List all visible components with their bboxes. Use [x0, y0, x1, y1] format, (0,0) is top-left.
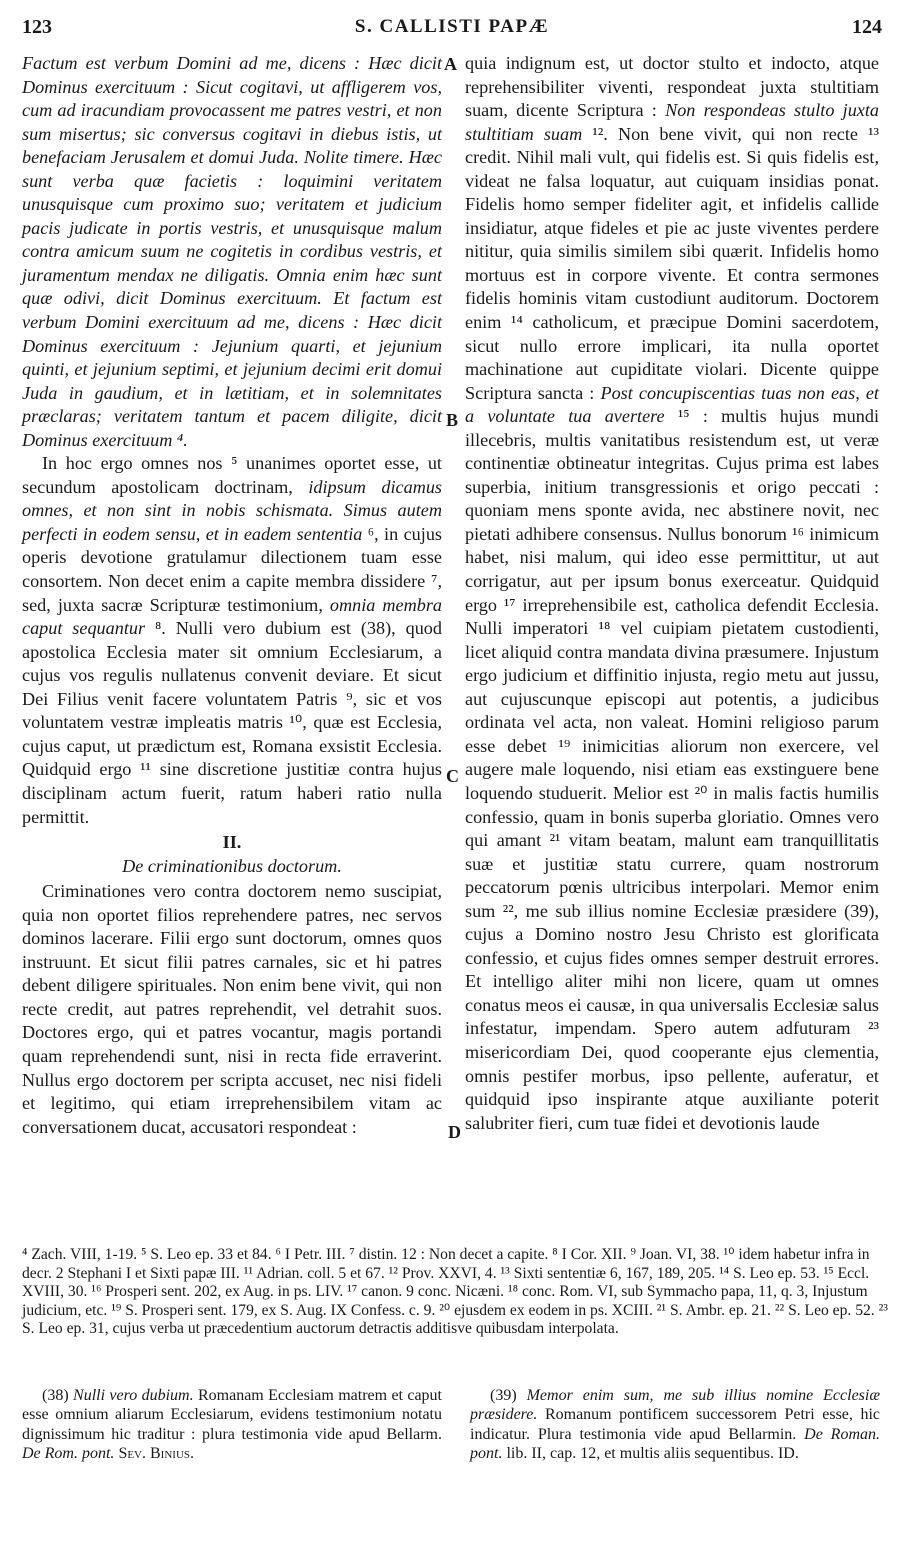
margin-marker-d: D — [448, 1122, 461, 1142]
paragraph-continuation — [465, 52, 879, 1135]
page-number-right: 124 — [852, 16, 882, 38]
text-run: ⁶, in cujus operis devotione gratulamur dilectionem tuam esse consortem. Non decet enim a capite membra dissidere ⁷, sed, juxta sacræ Scripturæ testimonium, — [22, 523, 442, 615]
scripture-quote: Factum est verbum Domini ad me, dicens : Hæc dicit Dominus exercituum : Sicut cogitavi, ut affligerem vos, cum ad iracundiam provocassent me patres vestri, et non sum misertus; sic conversus cogitavi in diebus istis, ut benefaciam Jerusalem et domui Juda. Nolite timere. Hæc sunt verba quæ facietis : loquimini veritatem unusquisque cum proximo suo; veritatem et judicium pacis judicate in portis vestris, et unusquisque malum contra amicum suum ne cogitetis in cordibus vestris, et juramentum mendax ne diligatis. Omnia enim hæc sunt quæ odivi, dicit Dominus exercituum. Et factum est verbum Domini exercituum ad me, dicens : Hæc dicit Dominus exercituum : Jejunium quarti, et jejunium quinti, et jejunium septimi, et jejunium decimi erit domui Juda in gaudium, et in lætitiam, et in solemnitates præclaras; veritatem tantum et pacem diligite, dicit Dominus exercituum ⁴. — [22, 53, 442, 450]
commentary-39 — [470, 1386, 880, 1464]
footnotes — [22, 1246, 890, 1339]
text-run: ¹⁵ : multis hujus mundi illecebris, multis vanitatibus resistendum est, ut veræ continentiæ obtineatur integritas. Cujus prima est labes superbia, initium transgressionis et origo peccati : quoniam mens sponte avida, nec abstinere novit, nec pietati adhibere consensus. Nullus bonorum ¹⁶ inimicum habet, nisi malum, qui ideo esse permittitur, ut aut corrigatur, aut per ipsum bonus exerceatur. Quidquid ergo ¹⁷ irreprehensibile est, catholica defendit Ecclesia. Nulli imperatori ¹⁸ vel cuipiam pietatem custodienti, licet aliquid contra mandata divina præsumere. Injustum ergo judicium et diffinitio injusta, regio metu aut jussu, aut cujuscunque episcopi aut potentis, a judicibus ordinata vel acta, non valeat. Homini religioso parum esse debet ¹⁹ inimicitias aliorum non exercere, vel augere male loquendo, nisi etiam eas exstinguere bene loquendo studuerit. Melior est ²⁰ in malis factis humilis confessio, quam in bonis superba gloriatio. Omnes vero qui amant ²¹ vitam beatam, malunt eam tranquillitatis suæ et justitiæ statu currere, quam nostrorum peccatorum pœnis ultricibus interpolari. Memor enim sum ²², me sub illius nomine Ecclesiæ præsidere (39), cujus a Domino nostro Jesu Christo est glorificata confessio, et cujus fides omnes semper destruit errores. Et intelligo aliter mihi non licere, quam ut omnes conatus meos ei causæ, in qua universalis Ecclesiæ salus infestatur, impendam. Spero autem adfuturam ²³ misericordiam Dei, quod cooperante ejus clementia, omnis pestifer morbus, ipso pellente, auferatur, et quidquid ipso inspirante atque auxiliante poterit salubriter fieri, cum tuæ fidei et devotionis laude — [465, 406, 879, 1133]
section-title: De criminationibus doctorum. — [122, 855, 342, 876]
commentary-number: (39) — [490, 1387, 527, 1404]
running-head — [22, 16, 882, 44]
commentary-author: Sev. Binius. — [114, 1445, 195, 1463]
margin-marker-c: C — [446, 766, 459, 786]
commentary-38 — [22, 1386, 442, 1464]
text-run-italic: Non respondeas stulto juxta stultitiam suam — [465, 100, 880, 144]
margin-marker-b: B — [446, 410, 459, 430]
commentary-text — [470, 1386, 880, 1464]
section-number: II. — [222, 832, 242, 853]
footnote-text: ⁴ Zach. VIII, 1-19. ⁵ S. Leo ep. 33 et 84. ⁶ I Petr. III. ⁷ distin. 12 : Non decet a capite. ⁸ I Cor. XII. ⁹ Joan. VI, 38. ¹⁰ idem habetur infra in decr. 2 Stephani I et Sixti papæ III. ¹¹ Adrian. coll. 5 et 67. ¹² Prov. XXVI, 4. ¹³ Sixti sententiæ 6, 167, 189, 205. ¹⁴ S. Leo ep. 53. ¹⁵ Eccl. XVIII, 30. ¹⁶ Prosperi sent. 202, ex Aug. in ps. LIV. ¹⁷ canon. 9 conc. Nicæni. ¹⁸ conc. Rom. VI, sub Symmacho papa, 11, q. 3, Injustum judicium, etc. ¹⁹ S. Prosperi sent. 179, ex S. Aug. IX Confess. c. 9. ²⁰ ejusdem ex eodem in ps. XCIII. ²¹ S. Ambr. ep. 21. ²² S. Leo ep. 52. ²³ S. Leo ep. 31, cujus verba ut præcedentium auctorum detractis additisve quibusdam interpolata. — [22, 1246, 888, 1338]
left-column — [22, 52, 442, 1139]
text-run: quia indignum est, ut doctor stulto et indocto, atque reprehensibiliter viventi, respondeat juxta stultitiam suam, dicente Scriptura : — [465, 53, 879, 121]
text-run-italic: omnia membra caput sequantur — [22, 594, 443, 639]
margin-marker-a: A — [444, 54, 457, 74]
text-run: ⁸. Nulli vero dubium est (38), quod apostolica Ecclesia mater sit omnium Ecclesiarum, a cujus vos regulis nullatenus convenit deviare. Et sicut Dei Filius venit facere voluntatem Patris ⁹, sic et vos voluntatem vestræ impleatis matris ¹⁰, quæ est Ecclesia, cujus caput, ut prædictum est, Romana exsistit Ecclesia. Quidquid ergo ¹¹ sine discretione justitiæ contra hujus disciplinam actum fuerit, ratum haberi ratio nulla permittit. — [22, 618, 442, 827]
text-run: Romanum pontificem successorem Petri esse, hic indicatur. Plura testimonia vide apud Bellarmin. — [470, 1406, 880, 1443]
commentary-lemma: Memor enim sum, me sub illius nomine Ecclesiæ præsidere. — [470, 1387, 881, 1424]
text-run-italic: Post concupiscentias tuas non eas, et a voluntate tua avertere — [465, 382, 879, 427]
commentary-text — [22, 1386, 442, 1464]
commentary-number: (38) — [42, 1387, 74, 1404]
commentary-lemma: Nulli vero dubium. — [73, 1387, 194, 1404]
running-title: S. CALLISTI PAPÆ — [354, 16, 550, 37]
paragraph-criminations: Criminationes vero contra doctorem nemo suscipiat, quia non oportet filios reprehendere patres, nec servos dominos lacerare. Filii ergo sunt doctorum, omnes quos instruunt. Et sicut filii patres carnales, sic et hi patres debent diligere spirituales. Non enim bene vivit, qui non recte credit, aut patres reprehendit, vel detrahit suos. Doctores ergo, qui et patres vocantur, magis portandi quam reprehendendi sunt, nisi in recta fide erraverint. Nullus ergo doctorem per scripta accuset, nec nisi fideli et legitimo, qui etiam irreprehensibilem vitam ac conversationem ducat, accusatori respondeat : — [22, 881, 442, 1137]
text-run: In hoc ergo omnes nos ⁵ unanimes oportet esse, ut secundum apostolicam doctrinam, — [22, 453, 442, 497]
page-number-left: 123 — [22, 16, 52, 38]
reference-title: De Roman. pont. — [470, 1425, 881, 1463]
text-run: ¹². Non bene vivit, qui non recte ¹³ credit. Nihil mali vult, qui fidelis est. Si quis fidelis est, videat ne falsa loquatur, aut cuiquam insidias ponat. Fidelis homo semper fideliter agit, et infidelis callide insidiatur, atque fideles et pie ac juste viventes perdere nititur, quia similis similem sibi quærit. Infidelis homo mortuus est in corpore vivente. Et contra sermones fidelis hominis vitam custodiunt auditorum. Doctorem enim ¹⁴ catholicum, et præcipue Domini sacerdotem, sicut nullo errore implicari, ita nulla oportet machinatione aut cupiditate violari. Dicente quippe Scriptura sancta : — [465, 123, 879, 403]
text-run: lib. II, cap. 12, et multis aliis sequentibus. ID. — [502, 1445, 799, 1463]
paragraph-unanimity — [22, 452, 442, 829]
right-column — [465, 52, 879, 1135]
reference-title: De Rom. pont. — [22, 1445, 115, 1463]
text-run-italic: idipsum dicamus omnes, et non sint in nobis schismata. Simus autem perfecti in eodem sensu, et in eadem sententia — [22, 476, 442, 544]
text-run: Romanam Ecclesiam matrem et caput esse omnium aliarum Ecclesiarum, evidens testimonium notatu dignissimum hic traditur : plura testimonia vide apud Bellarm. — [22, 1387, 443, 1443]
